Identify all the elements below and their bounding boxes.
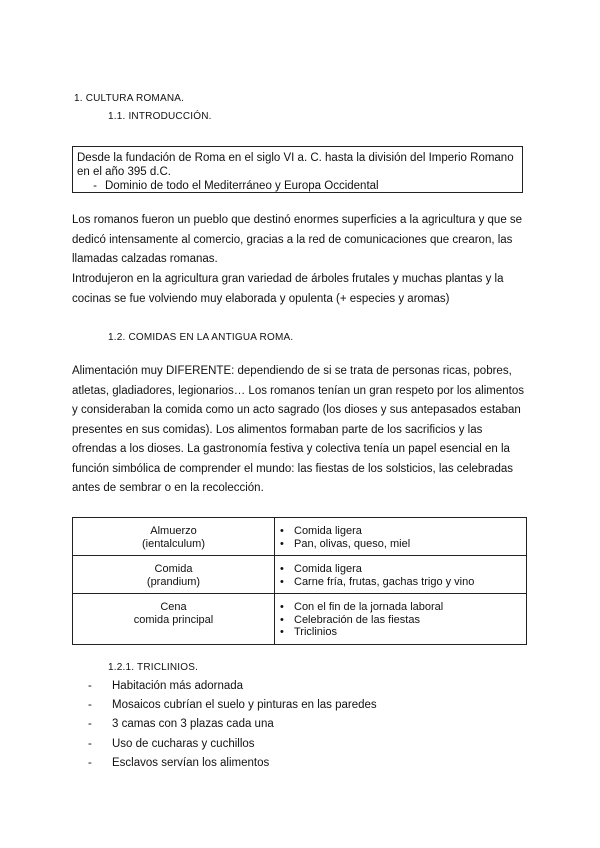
list-item: - Esclavos servían los alimentos [88,754,377,773]
bullet-icon: • [280,601,284,613]
meal-name-cell [73,594,275,645]
dash-marker: - [88,756,92,769]
intro-box-text: Desde la fundación de Roma en el siglo VI a. C. hasta la división del Imperio Romano en el año 395 d.C. [77,152,514,178]
bullet-icon: • [280,626,284,638]
list-item: • Comida ligera [280,563,362,575]
list-item: • Triclinios [280,626,337,638]
list-item: - Habitación más adornada [88,677,377,696]
meal-name-cell [73,518,275,556]
list-item: • Comida ligera [280,525,362,537]
meal-latin-name: (ientalculum) [142,537,205,550]
list-item: • Carne fría, frutas, gachas trigo y vino [280,575,475,588]
bullet-icon: • [280,525,284,537]
triclinios-list [88,677,377,773]
list-item: - Mosaicos cubrían el suelo y pinturas en las paredes [88,696,377,715]
paragraph-agricultura: Introdujeron en la agricultura gran variedad de árboles frutales y muchas plantas y la cocinas se fue volviendo muy elaborada y opulenta (+ especies y aromas) [72,273,504,305]
meal-items-cell [275,556,527,594]
dash-marker: - [88,737,92,750]
meal-name: Cena [160,601,187,613]
dash-marker: - [88,699,92,712]
heading-cultura-romana: 1. CULTURA ROMANA. [74,93,185,104]
list-item: - Uso de cucharas y cuchillos [88,735,377,754]
meal-name-cell [73,556,275,594]
list-item: • Con el fin de la jornada laboral [280,601,444,613]
list-item: • Pan, olivas, queso, miel [280,537,411,550]
dash-marker: - [88,680,92,692]
meal-name: Almuerzo [150,525,197,537]
bullet-icon: • [280,575,284,588]
bullet-icon: • [280,563,284,575]
heading-comidas: 1.2. COMIDAS EN LA ANTIGUA ROMA. [108,332,294,343]
meal-name: Comida [154,563,193,575]
table-row [73,518,527,556]
list-item: • Celebración de las fiestas [280,613,420,626]
bullet-icon: • [280,537,284,550]
intro-box-dash-text: Dominio de todo el Mediterráneo y Europa Occidental [105,180,379,192]
table-row [73,556,527,594]
meal-latin-name: (prandium) [146,575,201,588]
meal-latin-name: comida principal [133,613,214,626]
meal-items-cell [275,518,527,556]
bullet-icon: • [280,613,284,626]
list-item: - 3 camas con 3 plazas cada una [88,715,377,734]
heading-triclinios: 1.2.1. TRICLINIOS. [108,662,199,673]
paragraph-romanos: Los romanos fueron un pueblo que destinó enormes superficies a la agricultura y que se dedicó intensamente al comercio, gracias a la red de comunicaciones que crearon, las llamadas calzadas romanas. [72,214,523,265]
dash-marker: - [93,180,97,192]
table-row [73,594,527,645]
paragraph-alimentacion: Alimentación muy DIFERENTE: dependiendo de si se trata de personas ricas, pobres, atletas, gladiadores, legionarios… Los romanos tenían un gran respeto por los alimentos y consideraban la comida como un acto sagrado (los dioses y sus antepasados estaban presentes en sus comidas). Los alimentos formaban parte de los sacrificios y las ofrendas a los dioses. La gastronomía festiva y colectiva tenía un papel esencial en la función simbólica de comprender el mundo: las fiestas de los solsticios, las celebradas antes de sembrar o en la recolección. [72,365,524,494]
meals-table [72,517,527,645]
heading-introduccion: 1.1. INTRODUCCIÓN. [108,111,212,122]
intro-box-dash-item [77,179,518,193]
intro-box [72,146,523,193]
meal-items-cell [275,594,527,645]
dash-marker: - [88,718,92,731]
